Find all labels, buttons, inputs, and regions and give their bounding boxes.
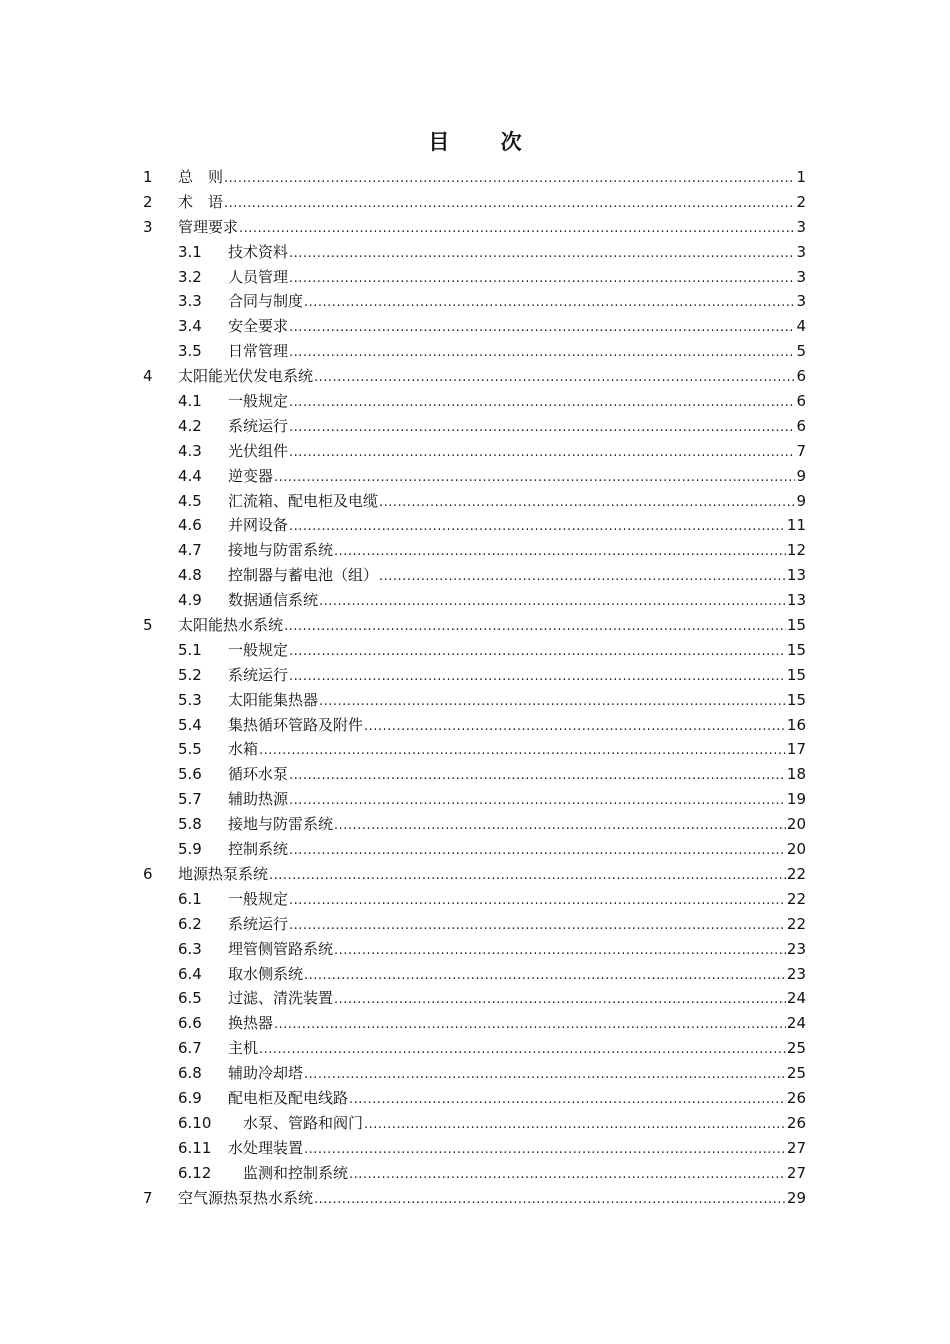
- toc-entry-page: 9: [796, 491, 806, 510]
- toc-entry[interactable]: [143, 215, 806, 240]
- toc-entry-page: 18: [786, 765, 806, 784]
- toc-entry-page: 3: [796, 267, 806, 286]
- toc-entry-page: 20: [786, 840, 806, 859]
- toc-entry[interactable]: [143, 289, 806, 314]
- toc-entry-number: 5.4: [178, 715, 202, 734]
- dot-leader: [364, 1113, 786, 1138]
- toc-entry[interactable]: [143, 1061, 806, 1086]
- toc-entry-label: 一般规定: [228, 640, 289, 659]
- toc-entry-label: 一般规定: [228, 392, 289, 411]
- toc-entry[interactable]: [143, 339, 806, 364]
- toc-entry-label: 技术资料: [228, 242, 289, 261]
- toc-entry-label: 空气源热泵热水系统: [178, 1188, 314, 1207]
- toc-entry[interactable]: [143, 240, 806, 265]
- toc-entry-page: 6: [796, 367, 806, 386]
- toc-entry-label: 集热循环管路及附件: [228, 715, 364, 734]
- toc-entry-page: 11: [786, 516, 806, 535]
- toc-entry-label: 循环水泵: [228, 765, 289, 784]
- toc-entry-number: 5.5: [178, 740, 202, 759]
- toc-entry-number: 5.3: [178, 690, 202, 709]
- toc-entry-label: 地源热泵系统: [178, 864, 269, 883]
- dot-leader: [284, 615, 786, 640]
- toc-entry-label: 监测和控制系统: [228, 1163, 349, 1182]
- dot-leader: [304, 1138, 786, 1163]
- toc-entry-page: 24: [786, 989, 806, 1008]
- dot-leader: [304, 291, 795, 316]
- toc-entry-page: 25: [786, 1064, 806, 1083]
- dot-leader: [289, 441, 795, 466]
- toc-entry-page: 15: [786, 640, 806, 659]
- toc-entry-number: 6.12: [178, 1163, 212, 1182]
- toc-entry[interactable]: [143, 937, 806, 962]
- toc-entry-number: 5.9: [178, 840, 202, 859]
- toc-entry-page: 7: [796, 441, 806, 460]
- toc-entry[interactable]: [143, 812, 806, 837]
- table-of-contents: [143, 165, 806, 1210]
- dot-leader: [289, 914, 786, 939]
- dot-leader: [289, 889, 786, 914]
- dot-leader: [334, 814, 786, 839]
- toc-entry[interactable]: [143, 414, 806, 439]
- toc-entry-label: 日常管理: [228, 342, 289, 361]
- dot-leader: [379, 565, 786, 590]
- toc-entry-number: 5.2: [178, 665, 202, 684]
- toc-entry-number: 1: [143, 168, 153, 186]
- dot-leader: [224, 192, 795, 217]
- dot-leader: [289, 316, 795, 341]
- dot-leader: [334, 540, 786, 565]
- toc-entry-page: 3: [796, 292, 806, 311]
- toc-entry-number: 4: [143, 367, 153, 386]
- toc-entry-label: 汇流箱、配电柜及电缆: [228, 491, 379, 510]
- dot-leader: [224, 167, 795, 192]
- toc-entry-label: 逆变器: [228, 466, 274, 485]
- toc-entry[interactable]: [143, 364, 806, 389]
- toc-entry-label: 太阳能光伏发电系统: [178, 367, 314, 386]
- toc-entry-page: 6: [796, 416, 806, 435]
- toc-entry[interactable]: [143, 1036, 806, 1061]
- toc-entry-page: 22: [786, 864, 806, 883]
- toc-entry-page: 13: [786, 566, 806, 585]
- toc-entry-page: 6: [796, 392, 806, 411]
- dot-leader: [289, 391, 795, 416]
- toc-entry-label: 配电柜及配电线路: [228, 1088, 349, 1107]
- toc-entry-page: 13: [786, 591, 806, 610]
- dot-leader: [289, 267, 795, 292]
- toc-entry-page: 15: [786, 665, 806, 684]
- toc-entry-label: 系统运行: [228, 416, 289, 435]
- toc-entry-number: 2: [143, 192, 153, 211]
- toc-entry[interactable]: [143, 464, 806, 489]
- dot-leader: [349, 1088, 786, 1113]
- toc-entry-number: 3.3: [178, 292, 202, 311]
- toc-entry-number: 6.7: [178, 1039, 202, 1058]
- toc-entry-number: 6.9: [178, 1088, 202, 1107]
- toc-entry[interactable]: [143, 613, 806, 638]
- toc-entry-page: 24: [786, 1014, 806, 1033]
- toc-entry[interactable]: [143, 1111, 806, 1136]
- toc-entry-number: 4.8: [178, 566, 202, 585]
- toc-entry[interactable]: [143, 837, 806, 862]
- toc-entry-label: 水处理装置: [228, 1138, 304, 1157]
- toc-entry-number: 6.8: [178, 1064, 202, 1083]
- toc-entry[interactable]: [143, 787, 806, 812]
- toc-entry[interactable]: [143, 538, 806, 563]
- dot-leader: [289, 416, 795, 441]
- toc-entry[interactable]: [143, 638, 806, 663]
- dot-leader: [274, 1013, 786, 1038]
- toc-entry[interactable]: [143, 513, 806, 538]
- toc-entry[interactable]: [143, 1186, 806, 1211]
- dot-leader: [304, 1063, 786, 1088]
- toc-entry-number: 5.6: [178, 765, 202, 784]
- toc-entry-number: 3.2: [178, 267, 202, 286]
- toc-entry-number: 7: [143, 1188, 153, 1207]
- toc-entry[interactable]: [143, 912, 806, 937]
- toc-entry-label: 控制器与蓄电池（组）: [228, 566, 379, 585]
- toc-entry[interactable]: [143, 190, 806, 215]
- dot-leader: [289, 665, 786, 690]
- toc-entry-page: 17: [786, 740, 806, 759]
- toc-entry-label: 接地与防雷系统: [228, 815, 334, 834]
- toc-entry[interactable]: [143, 713, 806, 738]
- dot-leader: [304, 964, 786, 989]
- dot-leader: [259, 1038, 786, 1063]
- toc-entry-label: 人员管理: [228, 267, 289, 286]
- toc-entry-number: 3.1: [178, 242, 202, 261]
- toc-entry-number: 3: [143, 217, 153, 236]
- toc-entry-number: 6.11: [178, 1138, 212, 1157]
- toc-entry-page: 27: [786, 1163, 806, 1182]
- toc-entry-label: 太阳能集热器: [228, 690, 319, 709]
- dot-leader: [289, 839, 786, 864]
- dot-leader: [319, 590, 786, 615]
- toc-entry-page: 5: [796, 342, 806, 361]
- toc-entry-page: 20: [786, 815, 806, 834]
- dot-leader: [274, 466, 795, 491]
- dot-leader: [289, 515, 786, 540]
- toc-entry[interactable]: [143, 1086, 806, 1111]
- dot-leader: [314, 1188, 786, 1213]
- toc-entry-label: 管理要求: [178, 217, 239, 236]
- toc-entry-number: 4.4: [178, 466, 202, 485]
- toc-entry[interactable]: [143, 986, 806, 1011]
- toc-entry-number: 3.4: [178, 317, 202, 336]
- toc-entry-number: 4.2: [178, 416, 202, 435]
- dot-leader: [259, 739, 786, 764]
- toc-entry-label: 数据通信系统: [228, 591, 319, 610]
- toc-entry-page: 4: [796, 317, 806, 336]
- toc-entry-label: 辅助冷却塔: [228, 1064, 304, 1083]
- toc-entry-label: 系统运行: [228, 665, 289, 684]
- toc-entry-number: 5.7: [178, 790, 202, 809]
- toc-entry[interactable]: [143, 1011, 806, 1036]
- toc-entry-page: 26: [786, 1088, 806, 1107]
- toc-entry[interactable]: [143, 1136, 806, 1161]
- dot-leader: [319, 690, 786, 715]
- toc-entry[interactable]: [143, 165, 806, 190]
- toc-entry-label: 一般规定: [228, 889, 289, 908]
- toc-entry-number: 4.5: [178, 491, 202, 510]
- toc-entry-label: 主机: [228, 1039, 259, 1058]
- toc-entry-page: 23: [786, 939, 806, 958]
- toc-entry-page: 22: [786, 889, 806, 908]
- dot-leader: [334, 988, 786, 1013]
- toc-entry-label: 并网设备: [228, 516, 289, 535]
- toc-entry-label: 太阳能热水系统: [178, 616, 284, 635]
- toc-entry[interactable]: [143, 314, 806, 339]
- toc-entry-number: 4.9: [178, 591, 202, 610]
- toc-entry-number: 6.10: [178, 1113, 212, 1132]
- toc-entry-number: 6.2: [178, 914, 202, 933]
- toc-entry-page: 25: [786, 1039, 806, 1058]
- toc-entry-page: 19: [786, 790, 806, 809]
- dot-leader: [289, 789, 786, 814]
- toc-entry[interactable]: [143, 688, 806, 713]
- toc-entry-label: 取水侧系统: [228, 964, 304, 983]
- toc-entry-number: 3.5: [178, 342, 202, 361]
- toc-entry-number: 6.4: [178, 964, 202, 983]
- toc-entry[interactable]: [143, 737, 806, 762]
- toc-entry-page: 26: [786, 1113, 806, 1132]
- toc-entry-page: 3: [796, 217, 806, 236]
- toc-entry[interactable]: [143, 1161, 806, 1186]
- toc-entry[interactable]: [143, 389, 806, 414]
- toc-entry[interactable]: [143, 862, 806, 887]
- dot-leader: [364, 715, 786, 740]
- toc-entry-label: 术 语: [178, 192, 224, 211]
- dot-leader: [314, 366, 795, 391]
- toc-entry[interactable]: [143, 489, 806, 514]
- toc-entry-page: 29: [786, 1188, 806, 1207]
- toc-entry-page: 27: [786, 1138, 806, 1157]
- dot-leader: [289, 764, 786, 789]
- toc-entry-label: 辅助热源: [228, 790, 289, 809]
- toc-entry-label: 过滤、清洗装置: [228, 989, 334, 1008]
- dot-leader: [239, 217, 795, 242]
- toc-entry[interactable]: [143, 887, 806, 912]
- toc-entry[interactable]: [143, 762, 806, 787]
- toc-entry-number: 6.1: [178, 889, 202, 908]
- dot-leader: [289, 640, 786, 665]
- toc-entry-label: 水泵、管路和阀门: [228, 1113, 364, 1132]
- toc-entry[interactable]: [143, 265, 806, 290]
- toc-entry-label: 光伏组件: [228, 441, 289, 460]
- toc-entry-page: 23: [786, 964, 806, 983]
- toc-entry-page: 9: [796, 466, 806, 485]
- toc-entry-label: 控制系统: [228, 840, 289, 859]
- toc-entry-number: 6.5: [178, 989, 202, 1008]
- dot-leader: [349, 1163, 786, 1188]
- toc-entry-number: 6.3: [178, 939, 202, 958]
- toc-entry-label: 总 则: [178, 168, 224, 186]
- toc-entry-number: 4.3: [178, 441, 202, 460]
- dot-leader: [289, 242, 795, 267]
- toc-entry-page: 15: [786, 690, 806, 709]
- toc-entry-label: 接地与防雷系统: [228, 541, 334, 560]
- toc-entry[interactable]: [143, 588, 806, 613]
- toc-entry-label: 水箱: [228, 740, 259, 759]
- toc-entry-page: 12: [786, 541, 806, 560]
- toc-entry-number: 4.1: [178, 392, 202, 411]
- toc-entry-number: 5: [143, 616, 153, 635]
- toc-entry-number: 4.7: [178, 541, 202, 560]
- toc-entry-page: 1: [796, 168, 806, 186]
- toc-entry[interactable]: [143, 563, 806, 588]
- toc-entry-label: 系统运行: [228, 914, 289, 933]
- toc-entry-number: 5.8: [178, 815, 202, 834]
- dot-leader: [289, 341, 795, 366]
- toc-entry-page: 16: [786, 715, 806, 734]
- toc-entry-label: 埋管侧管路系统: [228, 939, 334, 958]
- toc-entry-number: 4.6: [178, 516, 202, 535]
- toc-entry[interactable]: [143, 439, 806, 464]
- dot-leader: [379, 491, 795, 516]
- toc-entry-label: 合同与制度: [228, 292, 304, 311]
- toc-entry-number: 6: [143, 864, 153, 883]
- toc-entry-page: 22: [786, 914, 806, 933]
- toc-entry[interactable]: [143, 962, 806, 987]
- toc-title: 目 次: [428, 129, 544, 154]
- dot-leader: [269, 864, 786, 889]
- toc-entry-label: 换热器: [228, 1014, 274, 1033]
- toc-entry-label: 安全要求: [228, 317, 289, 336]
- toc-entry-number: 5.1: [178, 640, 202, 659]
- toc-entry-page: 2: [796, 192, 806, 211]
- toc-entry[interactable]: [143, 663, 806, 688]
- toc-entry-page: 3: [796, 242, 806, 261]
- dot-leader: [334, 939, 786, 964]
- toc-entry-page: 15: [786, 616, 806, 635]
- toc-entry-number: 6.6: [178, 1014, 202, 1033]
